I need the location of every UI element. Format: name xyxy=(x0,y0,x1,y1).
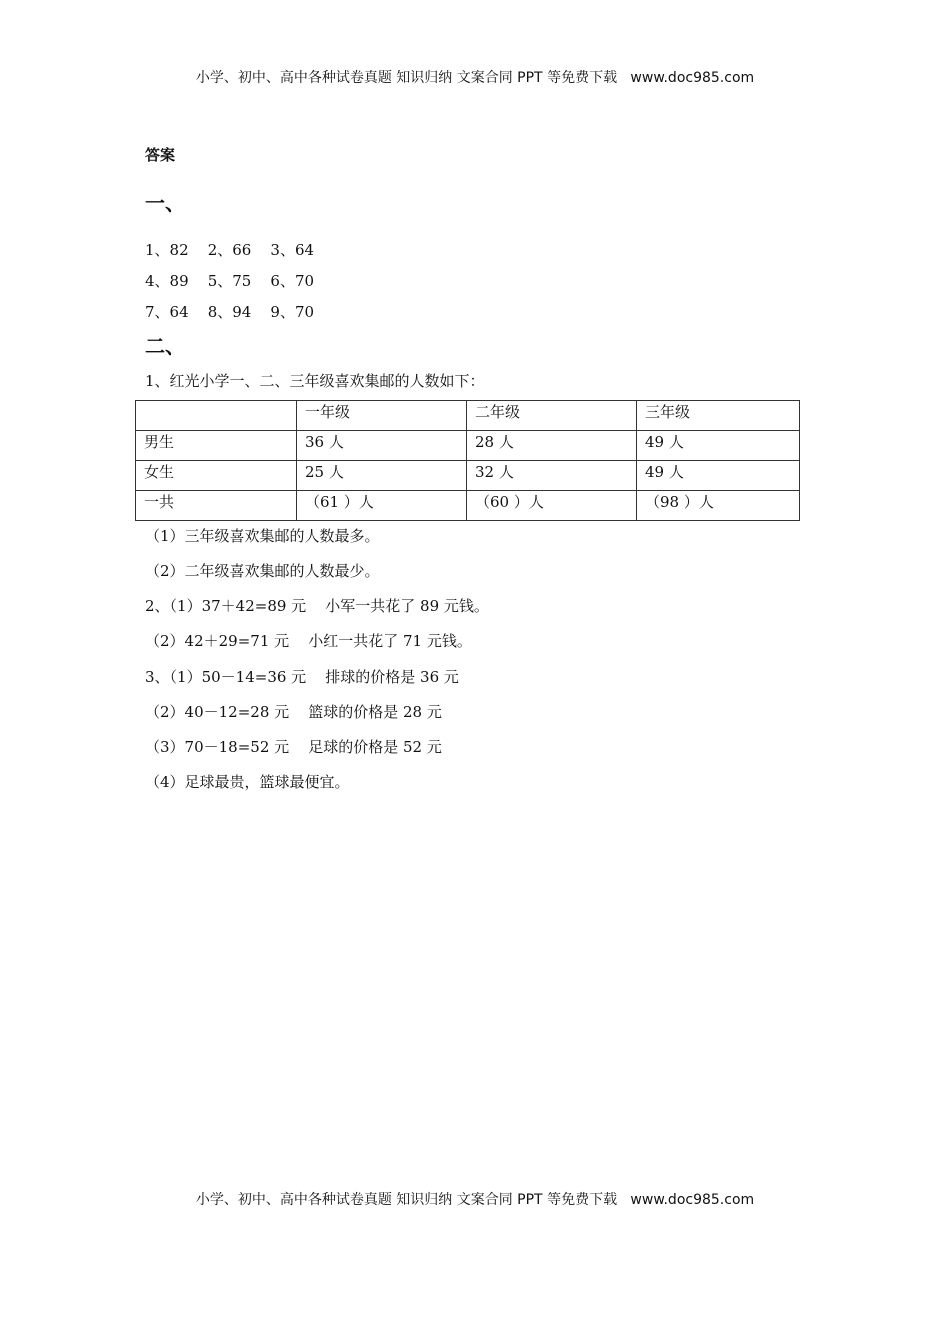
answer-line: （4）足球最贵，篮球最便宜。 xyxy=(145,773,350,791)
page-footer: 小学、初中、高中各种试卷真题 知识归纳 文案合同 PPT 等免费下载 www.doc985.com xyxy=(195,1192,755,1208)
table-cell: 一共 xyxy=(136,491,297,521)
table-cell: 28 人 xyxy=(467,431,637,461)
answer-line: （3）70－18=52 元 足球的价格是 52 元 xyxy=(145,738,442,756)
answer-line: 7、64 8、94 9、70 xyxy=(145,303,315,321)
table-header: 一年级 xyxy=(297,401,467,431)
table-row xyxy=(136,491,800,521)
table-row xyxy=(136,431,800,461)
page-header: 小学、初中、高中各种试卷真题 知识归纳 文案合同 PPT 等免费下载 www.doc985.com xyxy=(195,70,755,86)
table-cell: 32 人 xyxy=(467,461,637,491)
answer-line: 2、（1）37＋42=89 元 小军一共花了 89 元钱。 xyxy=(145,597,489,615)
table-cell: （61 ）人 xyxy=(297,491,467,521)
answer-line: 1、82 2、66 3、64 xyxy=(145,241,315,259)
answer-line: 4、89 5、75 6、70 xyxy=(145,272,315,290)
table-row xyxy=(136,401,800,431)
title: 答案 xyxy=(145,146,176,164)
table-cell: 49 人 xyxy=(637,431,800,461)
table-cell: 49 人 xyxy=(637,461,800,491)
question-1: 1、红光小学一、二、三年级喜欢集邮的人数如下： xyxy=(145,372,485,390)
table-cell: 36 人 xyxy=(297,431,467,461)
table-row xyxy=(136,461,800,491)
table-header: 三年级 xyxy=(637,401,800,431)
table-cell: （98 ）人 xyxy=(637,491,800,521)
table-cell: 女生 xyxy=(136,461,297,491)
answer-line: （1）三年级喜欢集邮的人数最多。 xyxy=(145,527,380,545)
table-header: 二年级 xyxy=(467,401,637,431)
table-header xyxy=(136,401,297,431)
table-cell: 男生 xyxy=(136,431,297,461)
answer-line: （2）二年级喜欢集邮的人数最少。 xyxy=(145,562,380,580)
section1-heading: 一、 xyxy=(145,191,185,215)
answer-line: 3、（1）50－14=36 元 排球的价格是 36 元 xyxy=(145,668,459,686)
section2-heading: 二、 xyxy=(145,334,185,358)
table-cell: 25 人 xyxy=(297,461,467,491)
answer-line: （2）42＋29=71 元 小红一共花了 71 元钱。 xyxy=(145,632,472,650)
answer-line: （2）40－12=28 元 篮球的价格是 28 元 xyxy=(145,703,442,721)
stamp-table xyxy=(135,400,800,521)
table-cell: （60 ）人 xyxy=(467,491,637,521)
